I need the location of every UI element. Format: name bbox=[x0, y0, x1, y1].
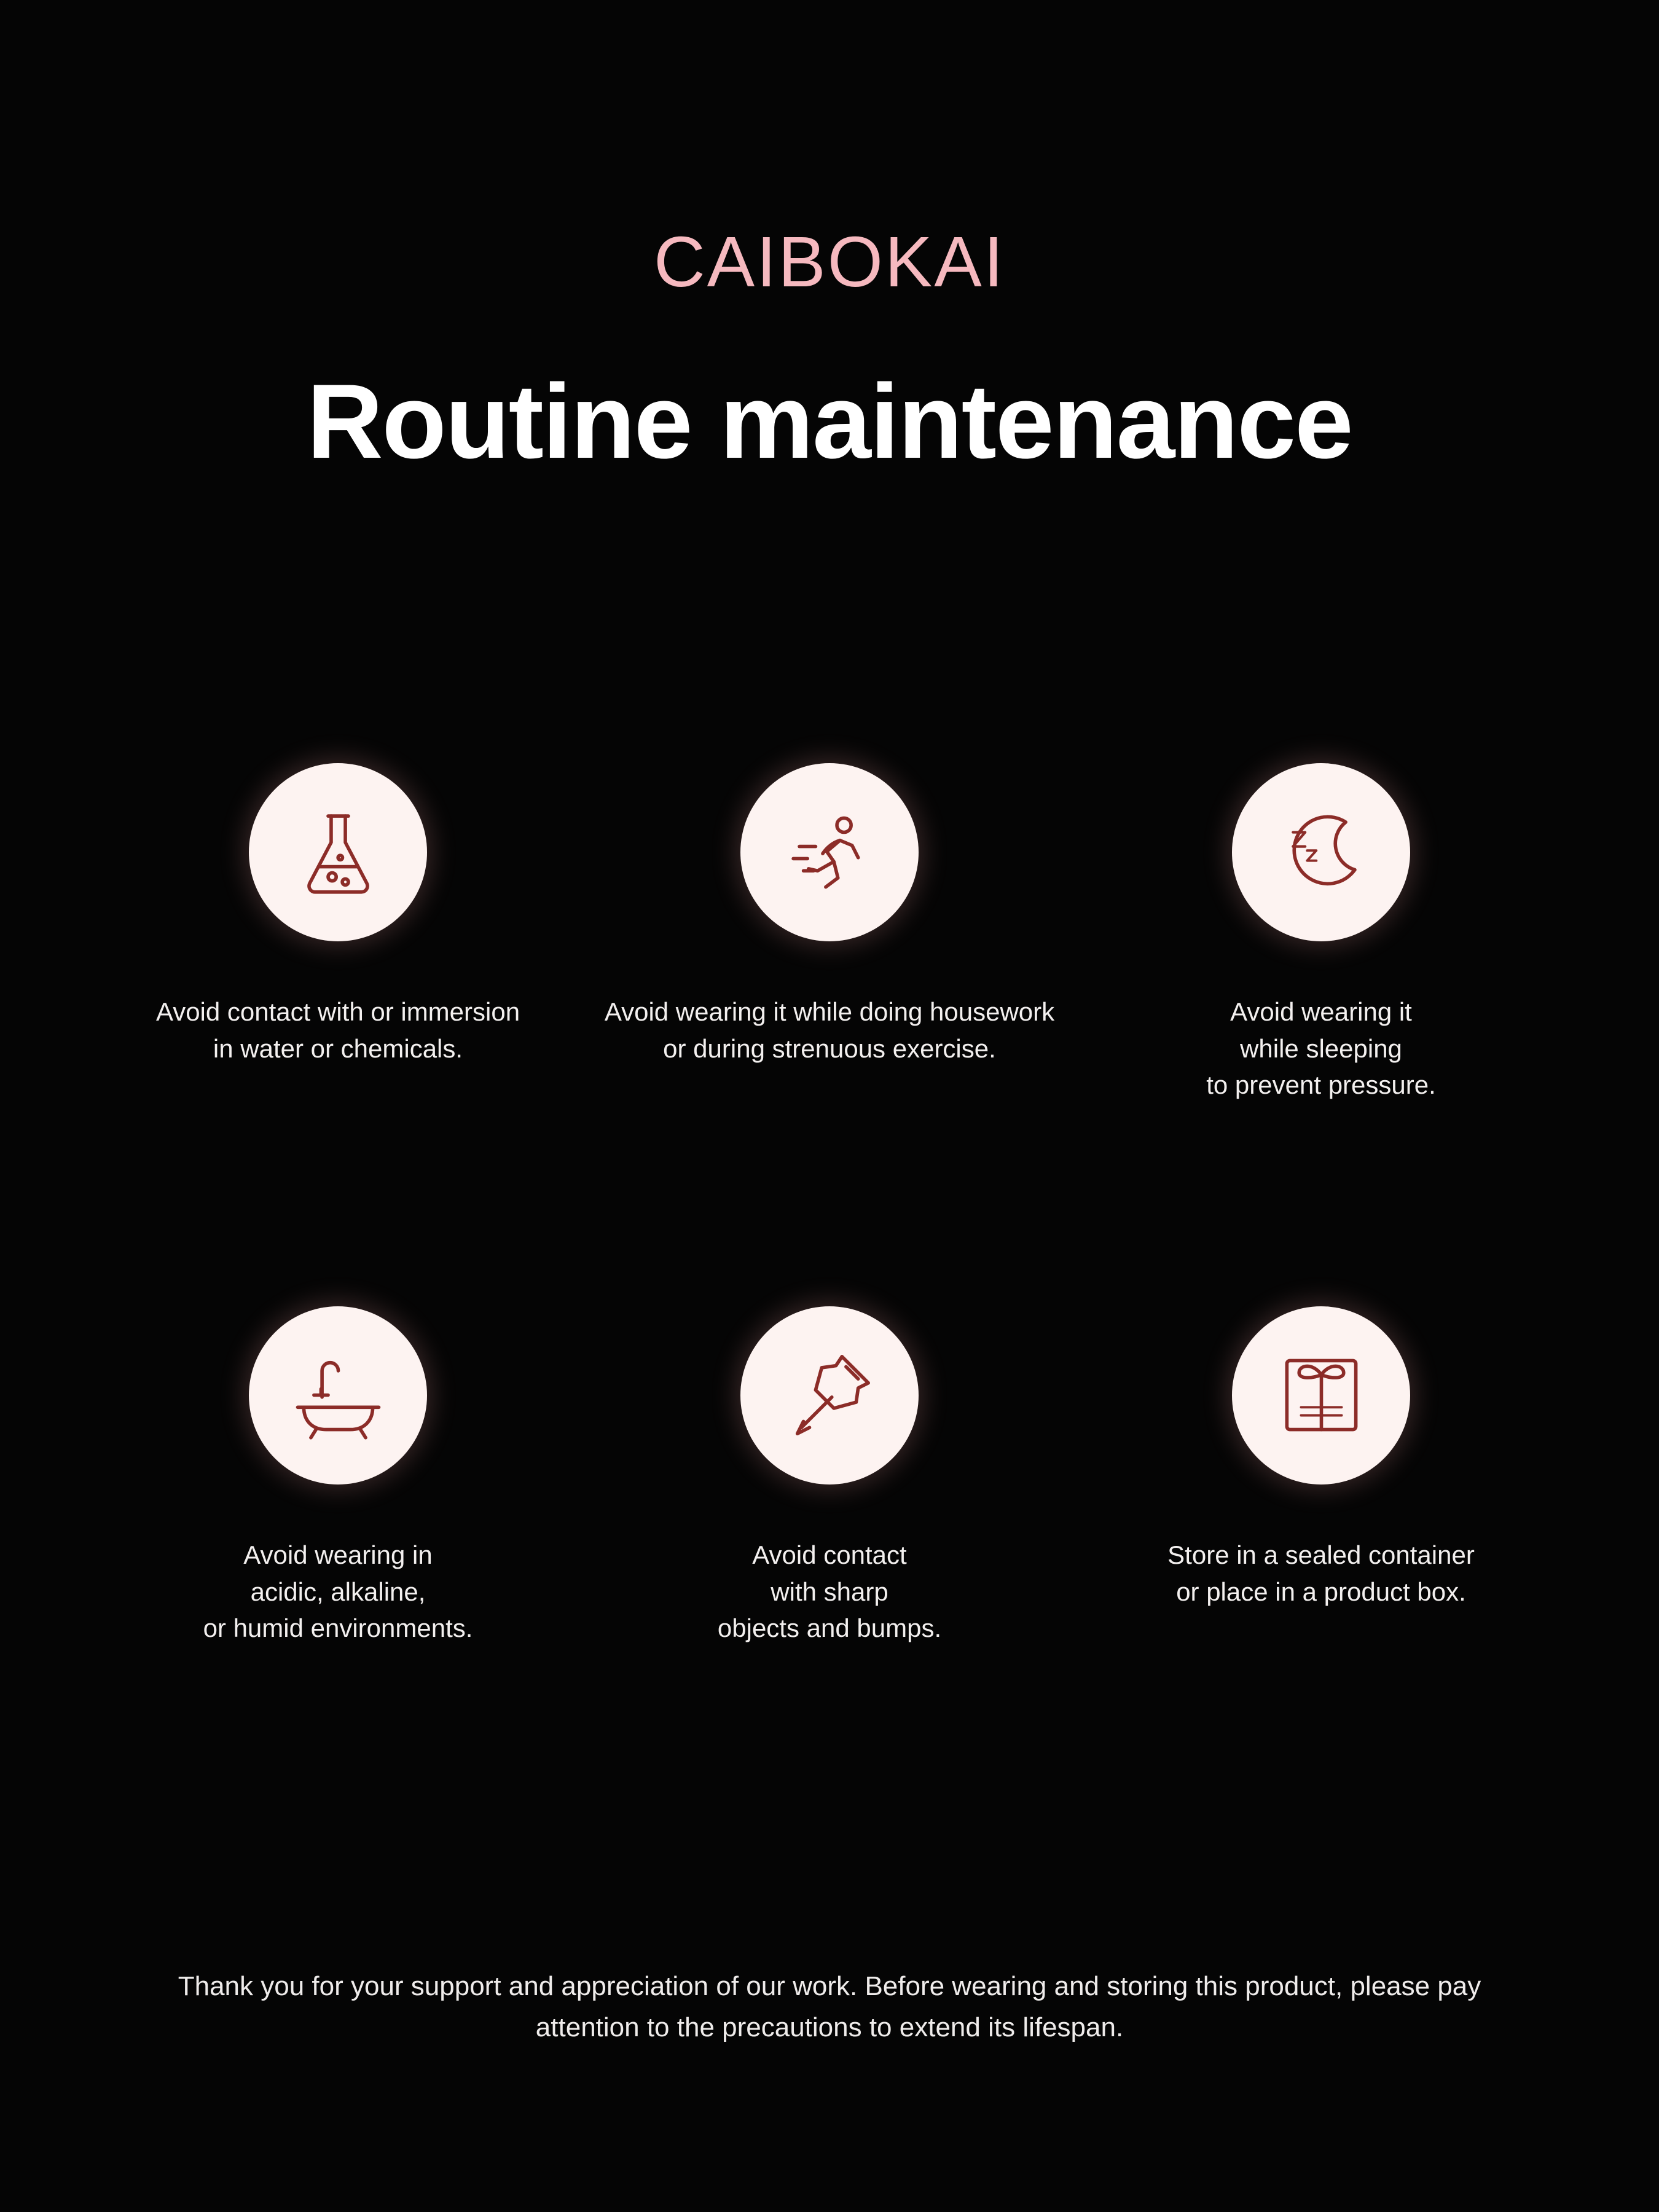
tip-item bbox=[104, 1306, 571, 1647]
push-pin-icon bbox=[740, 1306, 919, 1484]
tip-item bbox=[104, 763, 571, 1104]
tip-item bbox=[596, 1306, 1063, 1647]
tip-item bbox=[1088, 1306, 1555, 1647]
running-person-icon bbox=[740, 763, 919, 941]
page-title: Routine maintenance bbox=[307, 363, 1352, 480]
tip-caption: Avoid wearing in acidic, alkaline, or humid environments. bbox=[203, 1540, 473, 1643]
crescent-moon-sleep-icon bbox=[1232, 763, 1410, 941]
tip-item bbox=[596, 763, 1063, 1104]
brand-name: CAIBOKAI bbox=[654, 222, 1005, 302]
footer-note: Thank you for your support and appreciation of our work. Before wearing and storing this product, please pay attention to the precautions to extend its lifespan. bbox=[178, 1971, 1481, 2042]
tip-caption: Store in a sealed container or place in a product box. bbox=[1167, 1540, 1475, 1606]
gift-box-icon bbox=[1232, 1306, 1410, 1484]
tip-caption: Avoid wearing it while sleeping to prevent pressure. bbox=[1206, 997, 1436, 1100]
flask-icon bbox=[249, 763, 427, 941]
bathtub-shower-icon bbox=[249, 1306, 427, 1484]
tips-grid bbox=[92, 763, 1567, 1647]
tip-item bbox=[1088, 763, 1555, 1104]
tip-caption: Avoid contact with or immersion in water or chemicals. bbox=[155, 997, 520, 1063]
tip-caption: Avoid wearing it while doing housework or during strenuous exercise. bbox=[604, 997, 1055, 1063]
tip-caption: Avoid contact with sharp objects and bumps. bbox=[717, 1540, 942, 1643]
